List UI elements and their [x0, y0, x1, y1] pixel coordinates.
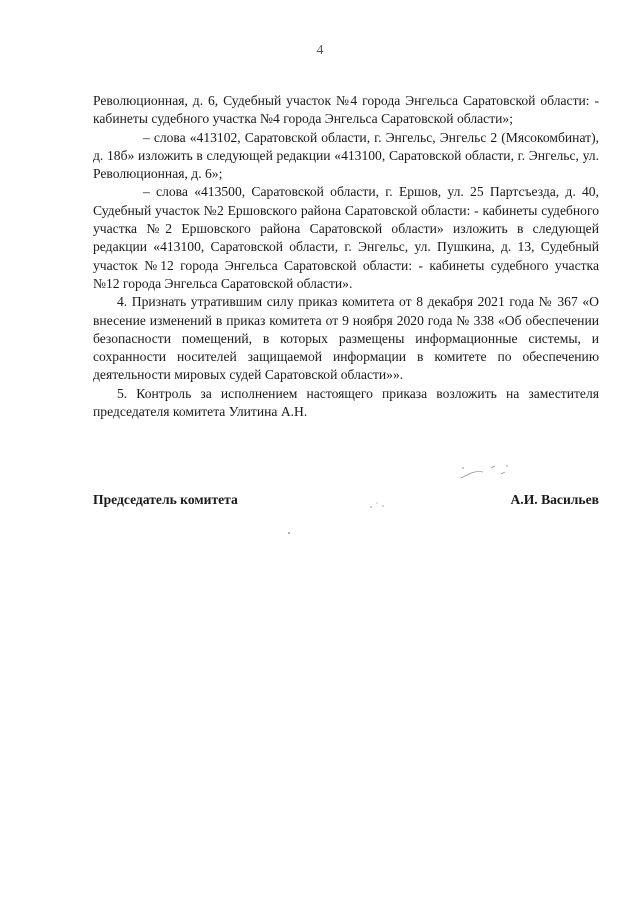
signatory-name: А.И. Васильев	[510, 492, 599, 507]
paragraph-item-5: 5. Контроль за исполнением настоящего приказа возложить на заместителя председателя комитета Улитина А.Н.	[93, 385, 599, 420]
signatory-title: Председатель комитета	[93, 492, 238, 507]
paragraph-item-4: 4. Признать утратившим силу приказ комитета от 8 декабря 2021 года № 367 «О внесение изменений в приказ комитета от 9 ноября 2020 года № 338 «Об обеспечении безопасности помещений, в которых размещены информационные системы, и сохранности носителей защищаемой информации в комитете по обеспечению деятельности мировых судей Саратовской области»».	[93, 294, 599, 383]
document-body	[93, 92, 599, 421]
paragraph-amendment-1: – слова «413102, Саратовской области, г. Энгельс, Энгельс 2 (Мясокомбинат), д. 18б» изложить в следующей редакции «413100, Саратовской области, г. Энгельс, ул. Революционная, д. 6»;	[93, 129, 599, 182]
page-number: 4	[316, 43, 324, 58]
scan-speck	[368, 498, 388, 512]
scan-speck	[455, 462, 515, 484]
paragraph-continuation: Революционная, д. 6, Судебный участок №4 города Энгельса Саратовской области: - кабинеты судебного участка №4 города Энгельса Саратовской области»;	[93, 93, 599, 127]
scan-speck	[286, 530, 292, 536]
paragraph-amendment-2: – слова «413500, Саратовской области, г. Ершов, ул. 25 Партсъезда, д. 40, Судебный участок №2 Ершовского района Саратовской области: - кабинеты судебного участка №2 Ершовского района Саратовской области» изложить в следующей редакции «413100, Саратовской области, г. Энгельс, ул. Пушкина, д. 13, Судебный участок №12 города Энгельса Саратовской области: - кабинеты судебного участка №12 города Энгельса Саратовской области».	[93, 184, 599, 291]
